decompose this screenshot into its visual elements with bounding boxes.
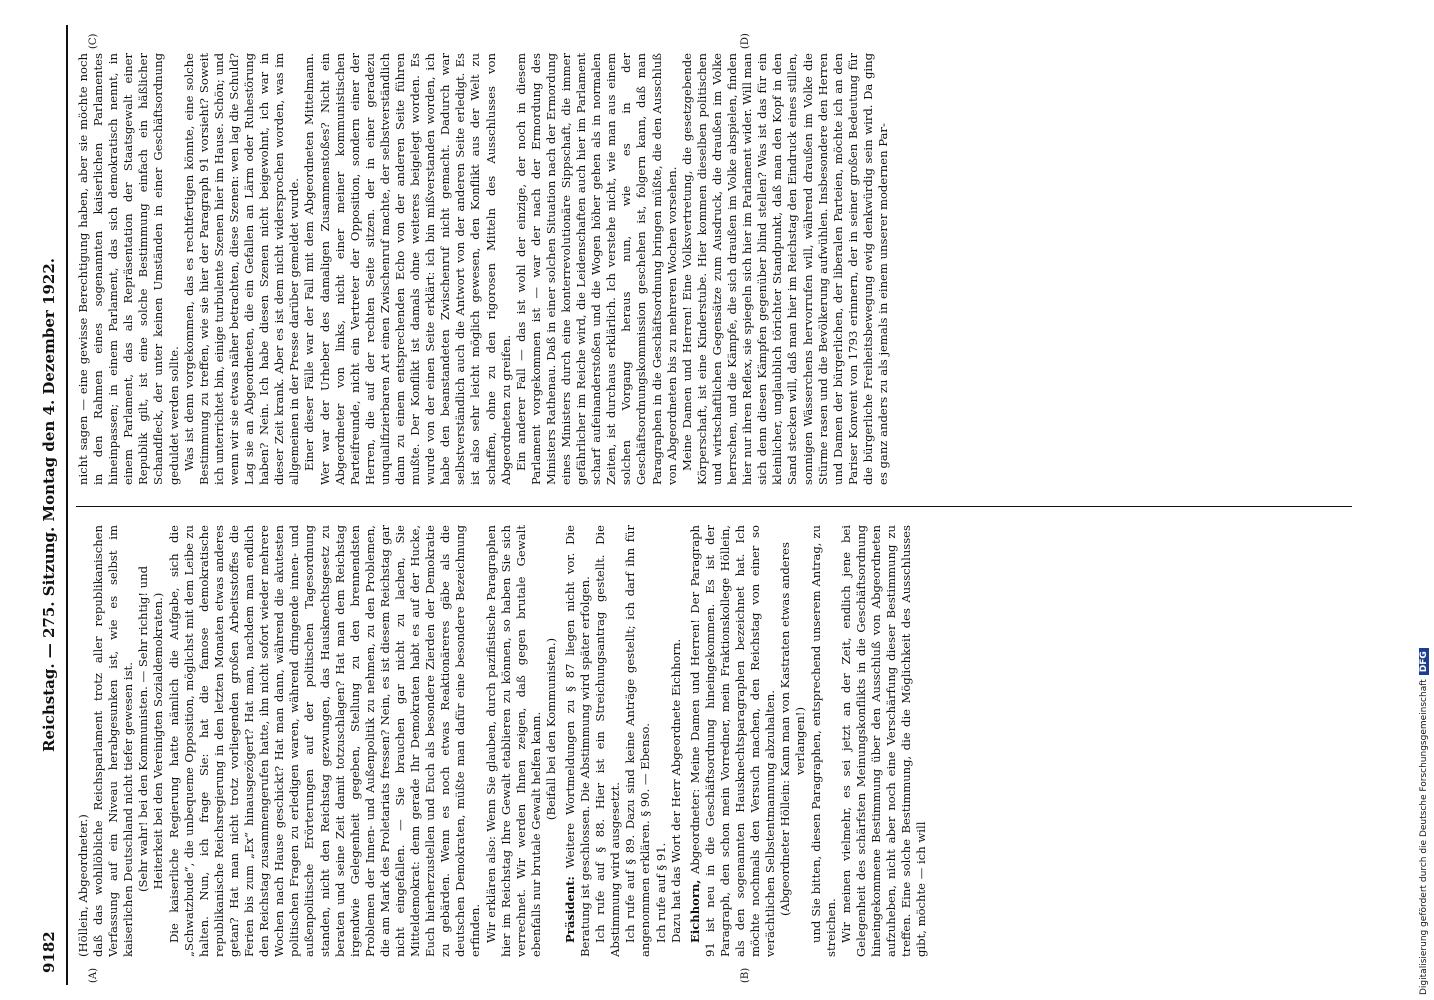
paragraph-text: Wir meinen vielmehr, es sei jetzt an der Zeit, endlich jene bei Gelegenheit des schärfsten Meinungskonflikts in die Geschäftsordnung hineingekommene Bestimmung über den Ausschluß von Abgeordneten aufzuheben, nicht aber noch eine Verschärfung dieser Bestimmung zu treffen. Eine solche Bestimmung, die die Möglichkeit des Ausschlusses gibt, möchte — ich will — [838, 525, 929, 957]
paragraph-text: Ich rufe auf § 89. Dazu sind keine Anträge gestellt; ich darf ihn für angenommen erklären. § 90. — Ebenso. — [623, 525, 653, 957]
margin-mark-b: (B) — [740, 967, 751, 983]
paragraph — [182, 53, 303, 485]
paragraph — [76, 53, 182, 485]
page-header — [40, 25, 66, 985]
paragraph-text: Wir erklären also: Wenn Sie glauben, durch pazifistische Paragraphen hier im Reichstag Ihre Gewalt etablieren zu können, so haben Sie sich verrechnet. Wir werden Ihnen zeigen, daß gegen brutale Gewalt ebenfalls nur brutale Gewalt helfen kann. — [483, 525, 543, 957]
paragraph — [809, 525, 839, 957]
paragraph-text: nicht sagen — eine gewisse Berechtigung haben, aber sie möchte noch in den Rahmen eines sogenannten kaiserlichen Parlamentes hineinpassen; in einem Parlament, das sich demokratisch nennt, in einem Parlament, das als Repräsentation der Staatsgewalt einer Republik gilt, ist eine solche Bestimmung einfach ein häßlicher Schandfleck, der unter keinen Umständen in einer Geschäftsordnung geduldet werden sollte. — [76, 53, 181, 485]
page-number: 9182 — [40, 931, 58, 973]
margin-mark-d: (D) — [740, 33, 751, 49]
digitization-credit — [1419, 5, 1429, 995]
paragraph-text: Was ist denn vorgekommen, das es rechtfertigen könnte, eine solche Bestimmung zu treffen, wie sie hier der Paragraph 91 vorsieht? Soweit ich unterrichtet bin, einige turbulente Szenen hier im Hause. Schön; und wenn wir sie etwas näher betrachten, diese Szenen: wen lag die Schuld? Lag sie an Abgeordneten, die ein Gefallen an Lärm oder Ruhestörung haben? Nein. Ich habe diesen Szenen nicht beigewohnt, ich war in dieser Zeit krank. Aber es ist dem nicht widersprochen worden, was im allgemeinen in der Presse darüber gemeldet wurde. — [181, 53, 302, 485]
paragraph — [839, 525, 930, 957]
paragraph-text: Ich rufe auf § 91. — [653, 842, 668, 943]
paragraph — [623, 525, 653, 957]
header-rule — [66, 25, 68, 985]
speaker-name: Eichhorn, — [687, 879, 702, 943]
paragraph — [680, 53, 891, 485]
stage-direction — [778, 525, 808, 957]
paragraph-text: Weitere Wortmeldungen zu § 87 liegen nicht vor. Die Beratung ist geschlossen. Die Abstimmung wird später erfolgen. — [563, 525, 593, 957]
paragraph-text: (Beifall bei den Kommunisten.) — [543, 637, 558, 821]
paragraph — [514, 53, 680, 485]
running-title: Reichstag. — 275. Sitzung. Montag den 4. Dezember 1922. — [40, 258, 58, 752]
digitization-credit-strip — [1418, 0, 1434, 1000]
paragraph-text: Abgeordneter: Meine Damen und Herren! Der Paragraph 91 ist neu in die Geschäftsordnung hineingekommen. Es ist der Paragraph, den schon mein Vorredner, mein Fraktionskollege Höllein, als den sogenannten Hausknechtsparagraphen bezeichnet hat. Ich möchte nochmals den Versuch machen, den Reichstag von einer so verächtlichen Selbstentmannung abzuhalten. — [687, 525, 778, 957]
dfg-logo: DFG — [1419, 648, 1429, 675]
paragraph — [669, 525, 684, 957]
margin-mark-a: (A) — [88, 967, 99, 983]
document-page — [40, 25, 1370, 985]
paragraph — [76, 525, 91, 957]
paragraph — [167, 525, 484, 957]
speaker-paragraph — [563, 525, 593, 957]
margin-mark-c: (C) — [88, 33, 99, 49]
paragraph — [593, 525, 623, 957]
paragraph-text: (Sehr wahr! bei den Kommunisten. — Sehr richtig! und Heiterkeit bei den Vereinigten Sozialdemokraten.) — [136, 565, 166, 893]
paragraph-text: Dazu hat das Wort der Herr Abgeordnete Eichhorn. — [668, 638, 683, 943]
credit-text: Digitalisierung gefördert durch die Deutsche Forschungsgemeinschaft — [1419, 679, 1429, 995]
paragraph-text: Die kaiserliche Regierung hatte nämlich die Aufgabe, sich die „Schwatzbude“, die unbequeme Opposition, möglichst mit dem Leibe zu halten. Nun, ich frage Sie: hat die famose demokratische republikanische Reichsregierung in den letzten Monaten etwas anderes getan? Hat man nicht trotz vorliegenden großen Arbeitsstoffes die Ferien bis zum „Ex“ hinausgezögert? Hat man, nachdem man endlich den Reichstag zusammengerufen hatte, ihn nicht sofort wieder mehrere Wochen nach Hause geschickt? Hat man dann, während die akutesten politischen Fragen zu erledigen waren, während dringende innen- und außenpolitische Erörterungen auf der politischen Tagesordnung standen, nicht den Reichstag gezwungen, das Hausknechtsgesetz zu beraten und seine Zeit damit totzuschlagen? Hat man dem Reichstag irgendwie Gelegenheit gegeben, Stellung zu den brennendsten Problemen der Innen- und Außenpolitik zu nehmen, zu den Problemen, die am Mark des Proletariats fressen? Nein, es ist diesem Reichstag gar nicht eingefallen. — Sie brauchen gar nicht zu lachen, Sie Mitteldemokrat: denn gerade Ihr Demokraten habt es auf der Hucke, Euch hierherzustellen und Euch als besondere Zierden der Demokratie zu gebärden. Wenn es noch etwas Reaktionäreres gäbe als die deutschen Demokraten, müßte man dafür eine besondere Bezeichnung erfinden. — [166, 525, 483, 957]
right-column — [76, 53, 1356, 485]
paragraph — [302, 53, 513, 485]
paragraph-text: daß das wohllöbliche Reichsparlament trotz aller republikanischen Verfassung auf ein Niveau herabgesunken ist, wie es selbst im kaiserlichen Deutschland nicht tiefer gewesen ist. — [91, 525, 136, 957]
paragraph — [91, 525, 136, 957]
left-column — [76, 525, 1356, 957]
paragraph — [484, 525, 544, 957]
column-divider — [76, 506, 1352, 507]
speaker-paragraph — [688, 525, 779, 957]
paragraph-text: Ich rufe auf § 88. Hier ist ein Streichungsantrag gestellt. Die Abstimmung wird ausgesetzt. — [593, 525, 623, 957]
stage-direction — [544, 525, 559, 957]
stage-direction — [136, 525, 166, 957]
paragraph-text: Einer dieser Fälle war der Fall mit dem Abgeordneten Mittelmann. Wer war der Urheber des damaligen Zusammenstoßes? Nicht ein Abgeordneter von links, nicht einer meiner kommunistischen Parteifreunde, nicht ein Vertreter der Opposition, sondern einer der Herren, die auf der rechten Seite sitzen. der in einer geradezu unqualifizierbaren Art einen Zwischenruf machte, der selbstverständlich dann zu einem entsprechenden Echo von der anderen Seite führen mußte. Der Konflikt ist damals ohne weiteres beigelegt worden. Es wurde von der einen Seite erklärt: ich bin mißverstanden worden, ich habe den beanstandeten Zwischenruf nicht gemacht. Dadurch war selbstverständlich auch die Antwort von der anderen Seite erledigt. Es ist also sehr leicht möglich gewesen, den Konflikt aus der Welt zu schaffen, ohne zu den rigorosen Mitteln des Ausschlusses von Abgeordneten zu greifen. — [302, 53, 513, 485]
paragraph-text: Meine Damen und Herren! Eine Volksvertretung, die gesetzgebende Körperschaft, ist eine Kinderstube. Hier kommen dieselben politischen und wirtschaftlichen Gegensätze zum Ausdruck, die draußen im Volke herrschen, und die Kämpfe, die sich draußen im Volke abspielen, finden hier nur ihren Reflex, sie spiegeln sich hier im Parlament wider. Will man sich denn diesen Kämpfen gegenüber blind stellen? Was ist das für ein kleinlicher, unglaublich törichter Standpunkt, daß man den Kopf in den Sand stecken will, daß man hier im Reichstag den Eindruck eines stillen, sonnigen Wässerchens hervorrufen will, während draußen im Volke die Stürme rasen und die Bevölkerung aufwühlen. Insbesondere den Herren und Damen der bürgerlichen, der liberalen Parteien, möchte ich an den Pariser Konvent von 1793 erinnern, der in seiner großen Bedeutung für die bürgerliche Freiheitsbewegung ewig denkwürdig sein wird. Da ging es ganz anders zu als jemals in einem unserer modernen Par- — [679, 53, 890, 485]
paragraph-text: Ein anderer Fall — das ist wohl der einzige, der noch in diesem Parlament vorgekommen ist — war der nach der Ermordung des Ministers Rathenau. Daß in einer solchen Situation nach der Ermordung eines Ministers durch eine konterrevolutionäre Sippschaft, die immer gefährlicher im Reiche wird, die Leidenschaften auch hier im Parlament scharf aufeinanderstoßen und die Wogen höher gehen als in normalen Zeiten, ist durchaus erklärlich. Ich verstehe nicht, wie man aus einem solchen Vorgang heraus nun, wie es in der Geschäftsordnungskommission geschehen ist, folgern kann, daß man Paragraphen in die Geschäftsordnung bringen müßte, die den Ausschluß von Abgeordneten bis zu mehreren Wochen vorsehen. — [513, 53, 679, 485]
paragraph — [654, 525, 669, 957]
speaker-name: Präsident: — [563, 876, 577, 943]
paragraph-text: und Sie bitten, diesen Paragraphen, entsprechend unserem Antrag, zu streichen. — [808, 525, 838, 957]
paragraph-text: (Höllein, Abgeordneter.) — [76, 814, 90, 957]
paragraph-text: (Abgeordneter Höllein: Kann man von Kastraten etwas anderes verlangen!) — [778, 542, 808, 917]
